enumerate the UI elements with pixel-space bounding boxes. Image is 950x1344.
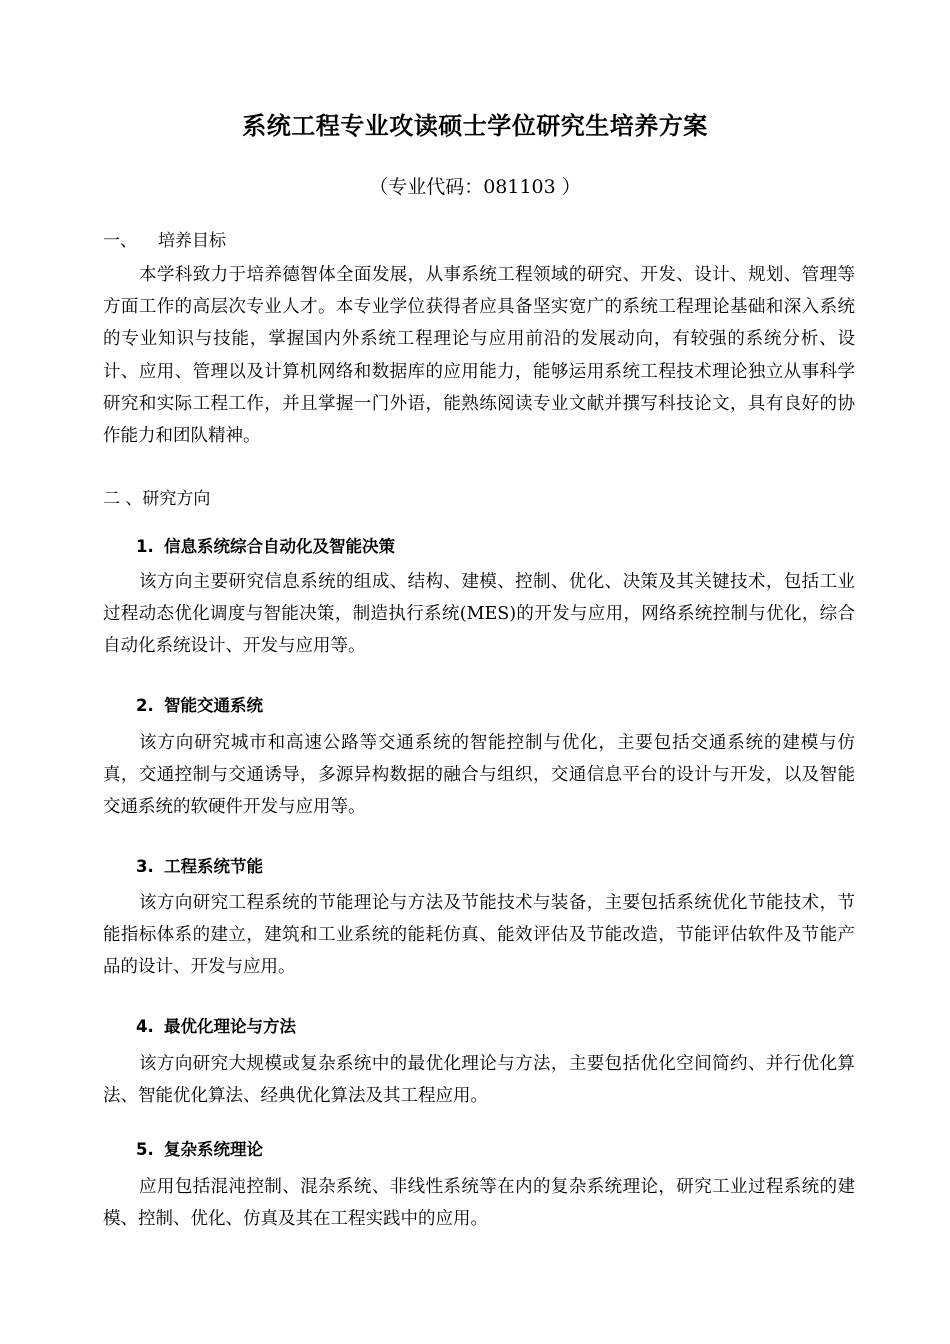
direction-heading [136,1015,296,1039]
direction-title: 复杂系统理论 [164,1140,263,1159]
direction-body: 应用包括混沌控制、混杂系统、非线性系统等在内的复杂系统理论，研究工业过程系统的建模、控制、优化、仿真及其在工程实践中的应用。 [103,1177,855,1230]
direction-title: 工程系统节能 [164,857,263,876]
direction-heading [136,855,263,879]
section-number: 一、 [103,231,137,251]
direction-number: 1. [136,537,154,556]
section-heading-research-directions: 二 、研究方向 [103,489,211,509]
direction-body: 该方向研究大规模或复杂系统中的最优化理论与方法，主要包括优化空间简约、并行优化算法、智能优化算法、经典优化算法及其工程应用。 [103,1054,855,1107]
direction-title: 最优化理论与方法 [164,1017,296,1036]
direction-body: 该方向研究工程系统的节能理论与方法及节能技术与装备，主要包括系统优化节能技术，节能指标体系的建立，建筑和工业系统的能耗仿真、能效评估及节能改造，节能评估软件及节能产品的设计、开发与应用。 [103,893,855,978]
section-title: 培养目标 [158,231,226,251]
section-body-training-goals: 本学科致力于培养德智体全面发展，从事系统工程领域的研究、开发、设计、规划、管理等方面工作的高层次专业人才。本专业学位获得者应具备坚实宽广的系统工程理论基础和深入系统的专业知识与技能，掌握国内外系统工程理论与应用前沿的发展动向，有较强的系统分析、设计、应用、管理以及计算机网络和数据库的应用能力，能够运用系统工程技术理论独立从事科学研究和实际工程工作，并且掌握一门外语，能熟练阅读专业文献并撰写科技论文，具有良好的协作能力和团队精神。 [103,265,855,447]
direction-number: 5. [136,1140,154,1159]
section-heading-training-goals [103,229,226,253]
direction-heading [136,694,263,718]
direction-body: 该方向研究城市和高速公路等交通系统的智能控制与优化，主要包括交通系统的建模与仿真，交通控制与交通诱导，多源异构数据的融合与组织，交通信息平台的设计与开发，以及智能交通系统的软硬件开发与应用等。 [103,733,855,818]
direction-number: 2. [136,696,154,715]
direction-number: 3. [136,857,154,876]
document-title: 系统工程专业攻读硕士学位研究生培养方案 [242,112,708,140]
direction-heading [136,1138,263,1162]
direction-title: 智能交通系统 [164,696,263,715]
direction-heading [136,535,395,559]
direction-body: 该方向主要研究信息系统的组成、结构、建模、控制、优化、决策及其关键技术，包括工业过程动态优化调度与智能决策，制造执行系统(MES)的开发与应用，网络系统控制与优化，综合自动化系统设计、开发与应用等。 [103,572,855,657]
direction-number: 4. [136,1017,154,1036]
direction-title: 信息系统综合自动化及智能决策 [164,537,395,556]
document-subtitle: （专业代码：081103 ） [369,176,581,198]
